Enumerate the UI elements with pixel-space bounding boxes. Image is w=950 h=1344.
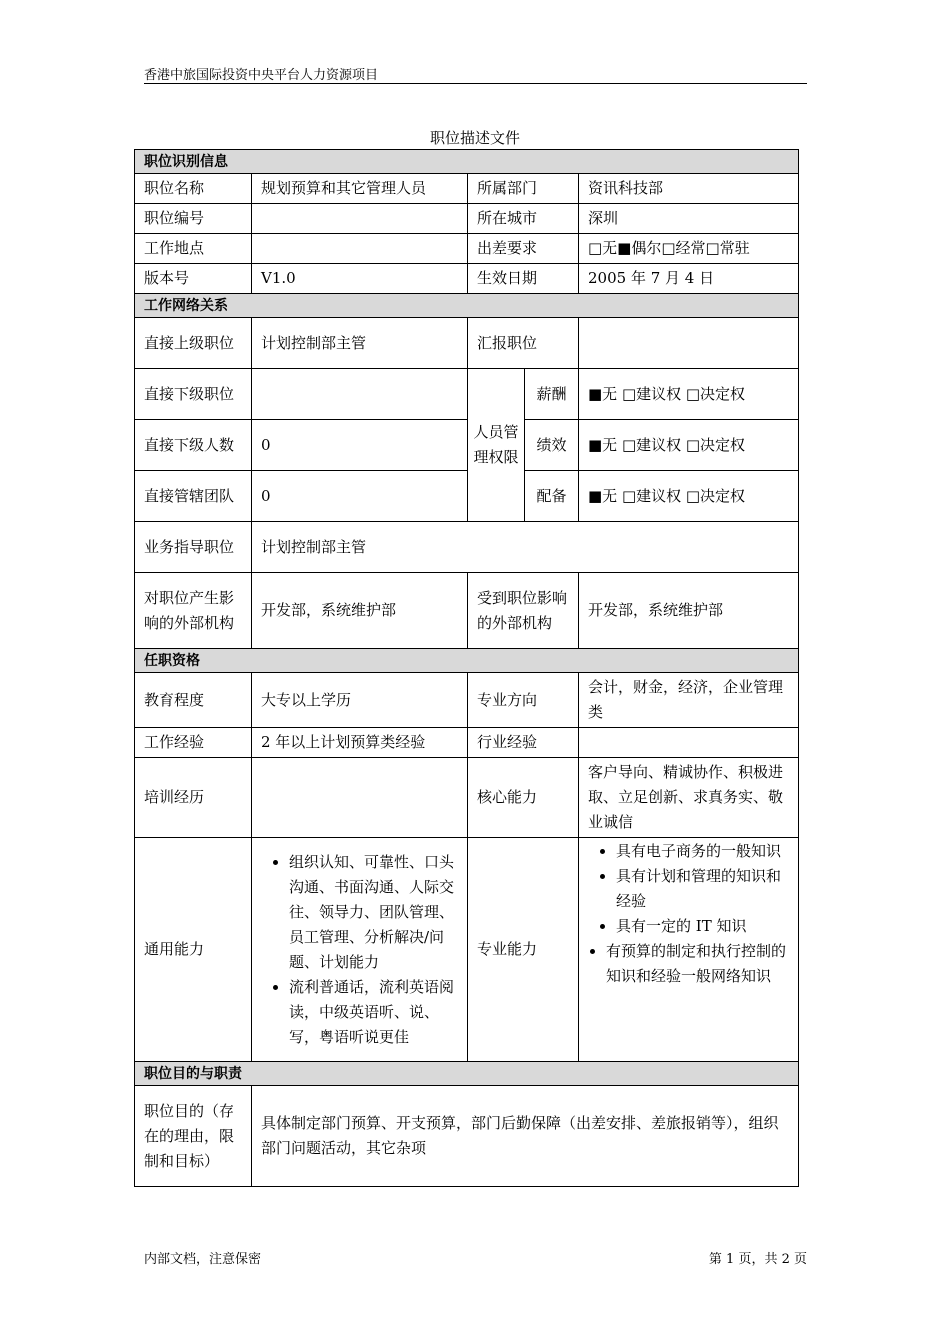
label-travel: 出差要求 xyxy=(468,234,579,264)
label-performance: 绩效 xyxy=(525,420,579,471)
label-effective-date: 生效日期 xyxy=(468,264,579,294)
section-network: 工作网络关系 xyxy=(135,294,799,318)
section-identity: 职位识别信息 xyxy=(135,150,799,174)
value-influence-out: 开发部，系统维护部 xyxy=(252,573,468,649)
label-industry: 行业经验 xyxy=(468,728,579,758)
label-job-purpose: 职位目的（存在的理由，限制和目标） xyxy=(135,1086,252,1187)
value-core-ability: 客户导向、精诚协作、积极进取、立足创新、求真务实、敬业诚信 xyxy=(579,758,799,838)
job-description-table xyxy=(134,149,799,1187)
value-report-to xyxy=(579,318,799,369)
label-superior: 直接上级职位 xyxy=(135,318,252,369)
value-salary: ■无 □建议权 □决定权 xyxy=(579,369,799,420)
value-industry xyxy=(579,728,799,758)
general-ability-item: • 流利普通话，流利英语阅读，中级英语听、说、写，粤语听说更佳 xyxy=(289,975,458,1050)
label-job-name: 职位名称 xyxy=(135,174,252,204)
value-professional-ability xyxy=(579,838,799,1062)
footer-page-number: 第 1 页，共 2 页 xyxy=(708,1252,807,1267)
document-title: 职位描述文件 xyxy=(429,129,520,147)
value-staffing: ■无 □建议权 □决定权 xyxy=(579,471,799,522)
label-general-ability: 通用能力 xyxy=(135,838,252,1062)
section-qualification: 任职资格 xyxy=(135,649,799,673)
label-guidance: 业务指导职位 xyxy=(135,522,252,573)
label-version: 版本号 xyxy=(135,264,252,294)
label-team: 直接管辖团队 xyxy=(135,471,252,522)
value-major: 会计，财金，经济，企业管理类 xyxy=(579,673,799,728)
label-city: 所在城市 xyxy=(468,204,579,234)
label-influence-out: 对职位产生影响的外部机构 xyxy=(135,573,252,649)
label-subordinate: 直接下级职位 xyxy=(135,369,252,420)
label-influenced: 受到职位影响的外部机构 xyxy=(468,573,579,649)
section-purpose: 职位目的与职责 xyxy=(135,1062,799,1086)
label-training: 培训经历 xyxy=(135,758,252,838)
value-guidance: 计划控制部主管 xyxy=(252,522,799,573)
value-city: 深圳 xyxy=(579,204,799,234)
value-superior: 计划控制部主管 xyxy=(252,318,468,369)
value-education: 大专以上学历 xyxy=(252,673,468,728)
professional-ability-item: • 具有计划和管理的知识和经验 xyxy=(616,864,789,914)
label-experience: 工作经验 xyxy=(135,728,252,758)
value-work-place xyxy=(252,234,468,264)
value-training xyxy=(252,758,468,838)
footer-confidential: 内部文档，注意保密 xyxy=(144,1252,262,1267)
value-team: 0 xyxy=(252,471,468,522)
value-general-ability xyxy=(252,838,468,1062)
label-salary: 薪酬 xyxy=(525,369,579,420)
professional-ability-item: • 具有电子商务的一般知识 xyxy=(616,839,789,864)
value-job-name: 规划预算和其它管理人员 xyxy=(252,174,468,204)
label-subordinate-count: 直接下级人数 xyxy=(135,420,252,471)
professional-ability-item: • 有预算的制定和执行控制的知识和经验一般网络知识 xyxy=(606,939,789,989)
label-work-place: 工作地点 xyxy=(135,234,252,264)
value-effective-date: 2005 年 7 月 4 日 xyxy=(579,264,799,294)
value-job-code xyxy=(252,204,468,234)
value-performance: ■无 □建议权 □决定权 xyxy=(579,420,799,471)
label-core-ability: 核心能力 xyxy=(468,758,579,838)
value-version: V1.0 xyxy=(252,264,468,294)
page-header: 香港中旅国际投资中央平台人力资源项目 xyxy=(144,68,379,83)
label-department: 所属部门 xyxy=(468,174,579,204)
value-subordinate-count: 0 xyxy=(252,420,468,471)
label-major: 专业方向 xyxy=(468,673,579,728)
label-report-to: 汇报职位 xyxy=(468,318,579,369)
value-travel: □无■偶尔□经常□常驻 xyxy=(579,234,799,264)
label-staff-authority: 人员管理权限 xyxy=(468,369,525,522)
value-subordinate xyxy=(252,369,468,420)
label-staffing: 配备 xyxy=(525,471,579,522)
general-ability-item: • 组织认知、可靠性、口头沟通、书面沟通、人际交往、领导力、团队管理、员工管理、分析解决/问题、计划能力 xyxy=(289,850,458,975)
label-education: 教育程度 xyxy=(135,673,252,728)
value-experience: 2 年以上计划预算类经验 xyxy=(252,728,468,758)
header-rule xyxy=(144,83,807,84)
label-professional-ability: 专业能力 xyxy=(468,838,579,1062)
value-job-purpose: 具体制定部门预算、开支预算，部门后勤保障（出差安排、差旅报销等），组织部门问题活动，其它杂项 xyxy=(252,1086,799,1187)
professional-ability-item: • 具有一定的 IT 知识 xyxy=(616,914,789,939)
value-department: 资讯科技部 xyxy=(579,174,799,204)
value-influenced: 开发部，系统维护部 xyxy=(579,573,799,649)
label-job-code: 职位编号 xyxy=(135,204,252,234)
